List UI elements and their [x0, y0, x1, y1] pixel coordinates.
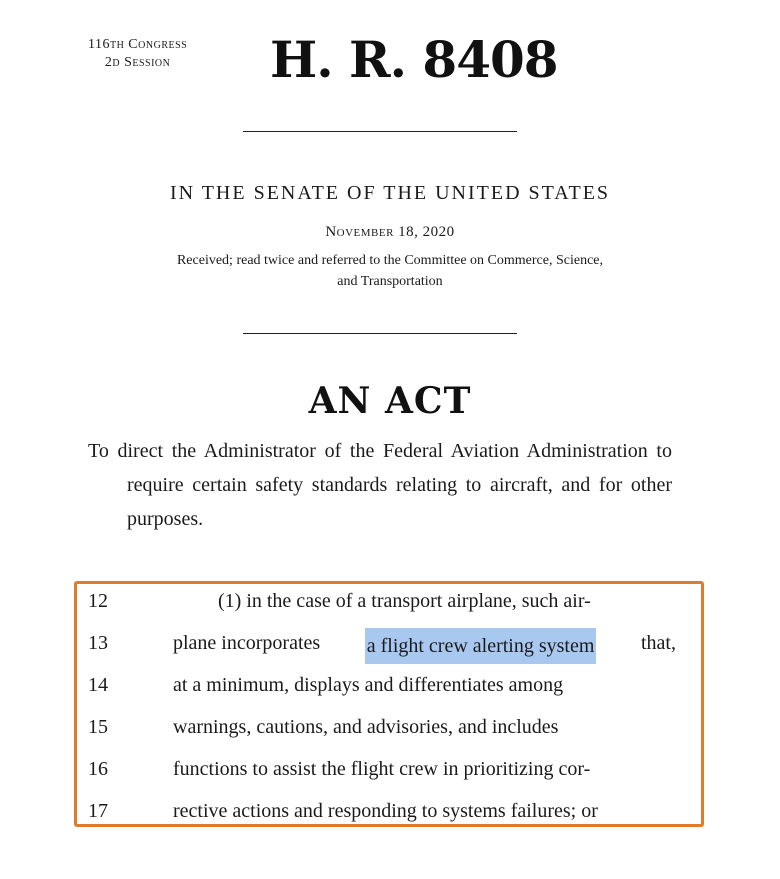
- bill-line: [88, 628, 676, 658]
- act-title: AN ACT: [308, 380, 472, 422]
- bill-line: [88, 586, 676, 616]
- line-text-before: plane incorporates: [173, 632, 321, 654]
- middle-divider: [243, 333, 517, 334]
- congress-session-label: [88, 36, 187, 72]
- line-text: (1) in the case of a transport airplane, such air-: [218, 590, 591, 612]
- chamber-heading: IN THE SENATE OF THE UNITED STATES: [169, 182, 611, 204]
- line-number: 17: [88, 800, 108, 822]
- bill-line: [88, 712, 676, 742]
- line-text: [173, 628, 676, 664]
- bill-number: H. R. 8408: [270, 30, 558, 89]
- top-divider: [243, 131, 517, 132]
- line-text: functions to assist the flight crew in prioritizing cor-: [173, 758, 591, 780]
- line-text: rective actions and responding to systems failures; or: [173, 800, 598, 822]
- action-date: November 18, 2020: [325, 224, 455, 240]
- line-number: 15: [88, 716, 108, 738]
- highlighted-excerpt-box: [74, 581, 704, 827]
- line-number: 14: [88, 674, 108, 696]
- line-text: warnings, cautions, and advisories, and includes: [173, 716, 559, 738]
- purpose-clause: To direct the Administrator of the Federal Aviation Administration to require certain safety standards relating to aircraft, and for other purposes.: [88, 440, 672, 530]
- line-number: 13: [88, 632, 108, 654]
- session-number: 2d Session: [104, 55, 171, 70]
- line-number: 12: [88, 590, 108, 612]
- highlighted-phrase[interactable]: a flight crew alerting system: [365, 628, 597, 664]
- referral-note: [100, 250, 680, 292]
- bill-line: [88, 670, 676, 700]
- line-text-after: that,: [640, 632, 676, 654]
- congress-number: 116th Congress: [88, 37, 188, 52]
- line-number: 16: [88, 758, 108, 780]
- bill-line: [88, 796, 676, 826]
- line-text: at a minimum, displays and differentiates among: [173, 674, 564, 696]
- referral-line-1: Received; read twice and referred to the Committee on Commerce, Science,: [176, 253, 604, 268]
- referral-line-2: and Transportation: [337, 274, 443, 289]
- bill-line: [88, 754, 676, 784]
